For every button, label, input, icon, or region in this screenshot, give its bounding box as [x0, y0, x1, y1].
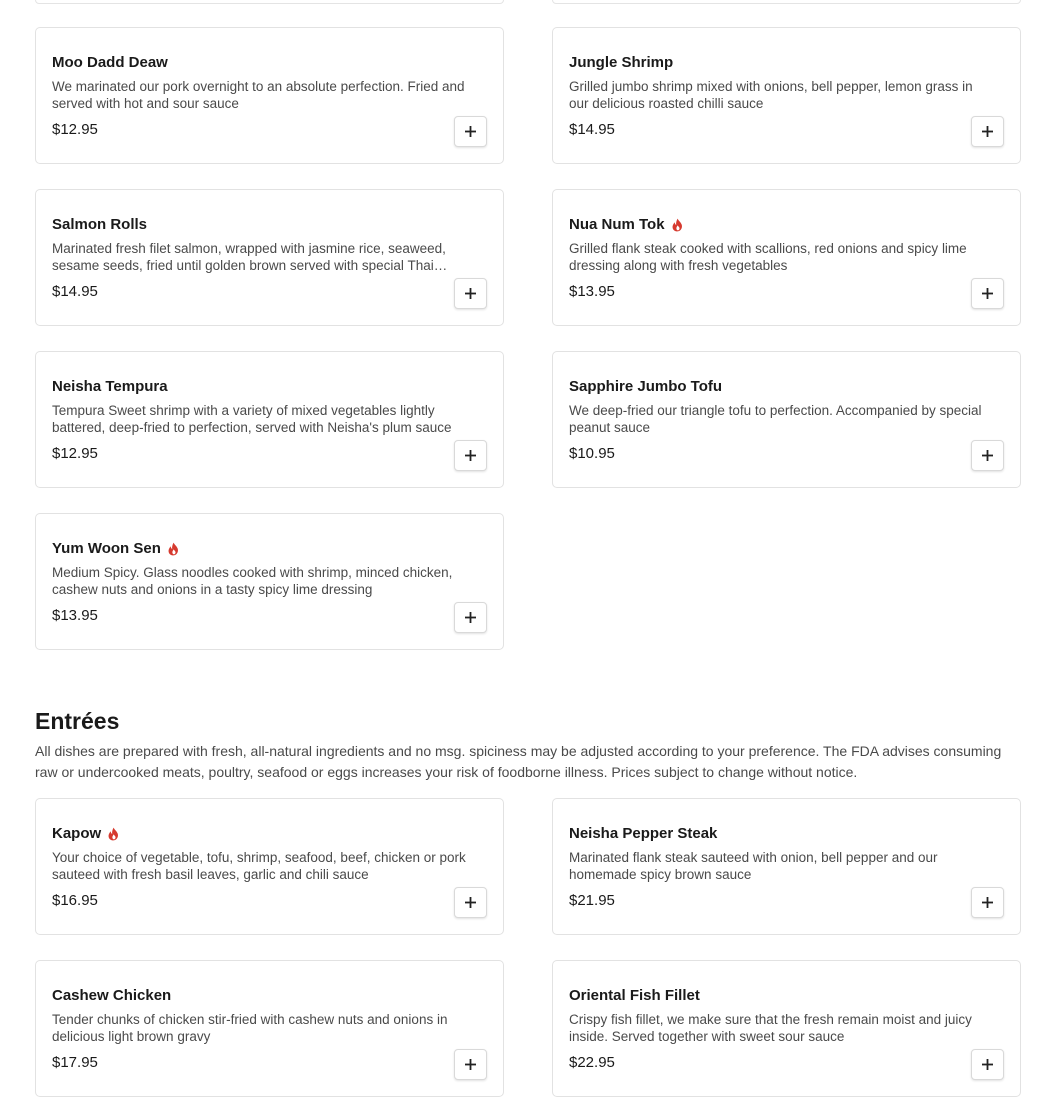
menu-item-name: Sapphire Jumbo Tofu [569, 378, 723, 395]
add-to-cart-button[interactable] [971, 1049, 1004, 1080]
add-to-cart-button[interactable] [971, 887, 1004, 918]
menu-item-name: Jungle Shrimp [569, 54, 674, 71]
menu-item-description: Tender chunks of chicken stir-fried with cashew nuts and onions in delicious light brown gravy [52, 1012, 448, 1044]
menu-item-card[interactable] [35, 513, 504, 650]
menu-items-grid [35, 27, 1021, 650]
menu-item-card-partial[interactable] [35, 0, 504, 4]
plus-icon [465, 612, 476, 623]
menu-item-card[interactable] [35, 27, 504, 164]
add-to-cart-button[interactable] [454, 278, 487, 309]
menu-item-title-row [52, 823, 487, 845]
add-to-cart-button[interactable] [971, 440, 1004, 471]
menu-item-card[interactable] [35, 351, 504, 488]
menu-item-title-row [52, 52, 487, 74]
add-to-cart-button[interactable] [454, 116, 487, 147]
section-header-entrees [35, 705, 1015, 783]
menu-item-card[interactable] [552, 798, 1021, 935]
menu-item-card[interactable] [552, 189, 1021, 326]
menu-item-title-row [569, 823, 1004, 845]
menu-item-title-row [569, 985, 1004, 1007]
menu-item-price: $13.95 [569, 283, 615, 300]
menu-item-title-row [52, 376, 487, 398]
menu-item-price: $14.95 [52, 283, 98, 300]
menu-item-description: Marinated flank steak sauteed with onion, bell pepper and our homemade spicy brown sauce [569, 850, 938, 882]
flame-icon [107, 827, 120, 841]
menu-item-title-row [52, 538, 487, 560]
menu-item-title-row [52, 214, 487, 236]
menu-item-price: $21.95 [569, 892, 615, 909]
plus-icon [982, 126, 993, 137]
add-to-cart-button[interactable] [454, 887, 487, 918]
menu-item-description: Grilled jumbo shrimp mixed with onions, bell pepper, lemon grass in our delicious roasted chilli sauce [569, 79, 973, 111]
add-to-cart-button[interactable] [971, 278, 1004, 309]
menu-item-name: Moo Dadd Deaw [52, 54, 168, 71]
menu-item-name: Nua Num Tok [569, 216, 665, 233]
plus-icon [982, 897, 993, 908]
plus-icon [982, 1059, 993, 1070]
add-to-cart-button[interactable] [454, 440, 487, 471]
menu-item-name: Oriental Fish Fillet [569, 987, 700, 1004]
add-to-cart-button[interactable] [454, 602, 487, 633]
menu-item-description: Grilled flank steak cooked with scallions, red onions and spicy lime dressing along with fresh vegetables [569, 241, 967, 273]
add-to-cart-button[interactable] [971, 116, 1004, 147]
menu-item-title-row [569, 376, 1004, 398]
menu-item-description: Your choice of vegetable, tofu, shrimp, seafood, beef, chicken or pork sauteed with fresh basil leaves, garlic and chili sauce [52, 850, 466, 882]
menu-item-name: Yum Woon Sen [52, 540, 161, 557]
plus-icon [982, 450, 993, 461]
menu-item-name: Salmon Rolls [52, 216, 148, 233]
plus-icon [465, 897, 476, 908]
menu-item-price: $12.95 [52, 445, 98, 462]
menu-item-title-row [569, 214, 1004, 236]
flame-icon [167, 542, 180, 556]
menu-item-name: Neisha Tempura [52, 378, 168, 395]
plus-icon [465, 1059, 476, 1070]
menu-item-description: Marinated fresh filet salmon, wrapped with jasmine rice, seaweed, sesame seeds, fried until golden brown served with special Thai [52, 241, 446, 273]
plus-icon [465, 450, 476, 461]
menu-item-description: Medium Spicy. Glass noodles cooked with shrimp, minced chicken, cashew nuts and onions in a tasty spicy lime dressing [52, 565, 453, 597]
menu-item-title-row [569, 52, 1004, 74]
menu-item-name: Kapow [52, 825, 102, 842]
menu-item-price: $22.95 [569, 1054, 615, 1071]
menu-item-title-row [52, 985, 487, 1007]
plus-icon [465, 126, 476, 137]
add-to-cart-button[interactable] [454, 1049, 487, 1080]
menu-item-card[interactable] [552, 27, 1021, 164]
flame-icon [671, 218, 684, 232]
menu-item-description: We deep-fried our triangle tofu to perfection. Accompanied by special peanut sauce [569, 403, 982, 435]
plus-icon [465, 288, 476, 299]
menu-item-name: Neisha Pepper Steak [569, 825, 718, 842]
entrees-items-grid [35, 798, 1021, 1097]
section-title: Entrées [35, 708, 120, 734]
menu-item-card[interactable] [35, 960, 504, 1097]
menu-item-price: $17.95 [52, 1054, 98, 1071]
plus-icon [982, 288, 993, 299]
menu-item-name: Cashew Chicken [52, 987, 172, 1004]
menu-item-card-partial[interactable] [552, 0, 1021, 4]
menu-item-price: $13.95 [52, 607, 98, 624]
menu-item-price: $12.95 [52, 121, 98, 138]
menu-item-card[interactable] [552, 351, 1021, 488]
menu-item-card[interactable] [35, 798, 504, 935]
menu-item-price: $10.95 [569, 445, 615, 462]
menu-item-card[interactable] [35, 189, 504, 326]
menu-item-description: Tempura Sweet shrimp with a variety of mixed vegetables lightly battered, deep-fried to perfection, served with Neisha's plum sauce [52, 403, 452, 435]
menu-item-description: Crispy fish fillet, we make sure that the fresh remain moist and juicy inside. Served together with sweet sour sauce [569, 1012, 972, 1044]
menu-item-description: We marinated our pork overnight to an absolute perfection. Fried and served with hot and sour sauce [52, 79, 465, 111]
section-description: All dishes are prepared with fresh, all-natural ingredients and no msg. spiciness may be adjusted according to your preference. The FDA advises consuming raw or undercooked meats, poultry, seafood or eggs increases your risk of foodborne illness. Prices subject to change without notice. [35, 743, 1002, 780]
menu-item-price: $14.95 [569, 121, 615, 138]
menu-item-price: $16.95 [52, 892, 98, 909]
menu-item-card[interactable] [552, 960, 1021, 1097]
